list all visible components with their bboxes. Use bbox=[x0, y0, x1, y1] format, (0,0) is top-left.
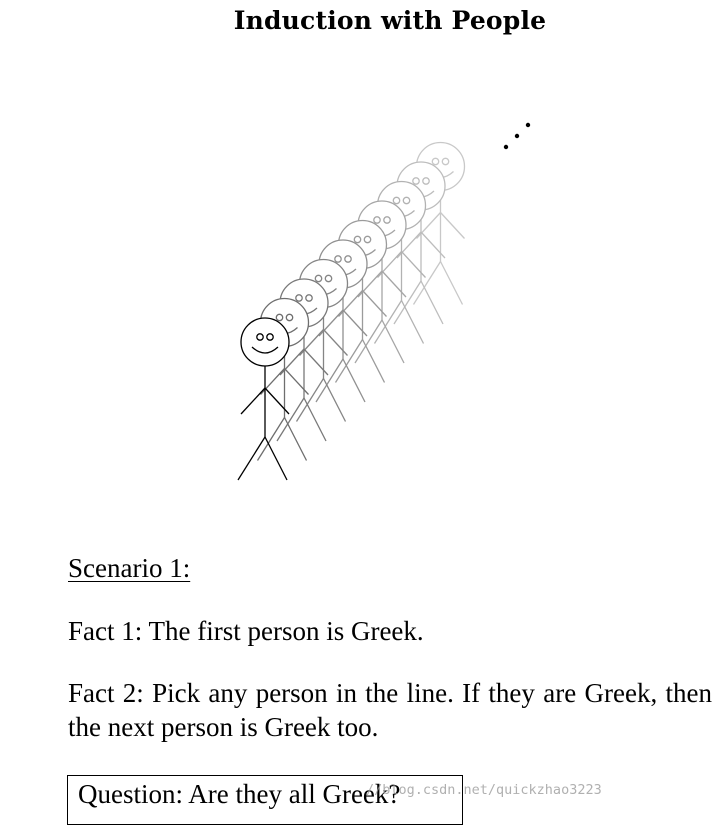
fact-2: Fact 2: Pick any person in the line. If they are Greek, then the next person is Greek too. bbox=[68, 678, 712, 742]
person-arm-right bbox=[343, 310, 367, 336]
person-leg-right bbox=[304, 398, 326, 441]
person-leg-right bbox=[402, 301, 424, 344]
question-text: Question: Are they all Greek? bbox=[78, 779, 401, 809]
person-arm-right bbox=[285, 369, 309, 395]
fact-1: Fact 1: The first person is Greek. bbox=[68, 616, 424, 646]
person-arm-right bbox=[402, 252, 426, 278]
ellipsis-dot bbox=[526, 123, 530, 127]
person-leg-right bbox=[285, 418, 307, 461]
person-leg-right bbox=[363, 340, 385, 383]
ellipsis-dot bbox=[515, 134, 519, 138]
ellipsis-dot bbox=[504, 145, 508, 149]
person-arm-right bbox=[324, 330, 348, 356]
person-leg-right bbox=[343, 359, 365, 402]
person-leg-right bbox=[324, 379, 346, 422]
people-line bbox=[238, 143, 465, 481]
stick-person bbox=[238, 318, 289, 480]
person-leg-left bbox=[238, 437, 265, 480]
person-arm-right bbox=[421, 232, 445, 258]
person-leg-right bbox=[421, 281, 443, 324]
person-arm-right bbox=[441, 213, 465, 239]
scenario-heading: Scenario 1: bbox=[68, 553, 191, 583]
person-arm-left bbox=[261, 369, 285, 395]
person-arm-right bbox=[304, 349, 328, 375]
ellipsis-icon bbox=[504, 123, 530, 149]
person-head bbox=[241, 318, 289, 366]
person-arm-right bbox=[265, 388, 289, 414]
person-leg-right bbox=[265, 437, 287, 480]
watermark: //blog.csdn.net/quickzhao3223 bbox=[366, 782, 602, 798]
person-leg-left bbox=[258, 418, 285, 461]
person-leg-right bbox=[441, 262, 463, 305]
person-arm-right bbox=[382, 271, 406, 297]
person-arm-left bbox=[241, 388, 265, 414]
person-leg-right bbox=[382, 320, 404, 363]
person-arm-right bbox=[363, 291, 387, 317]
page-title: Induction with People bbox=[233, 6, 547, 35]
